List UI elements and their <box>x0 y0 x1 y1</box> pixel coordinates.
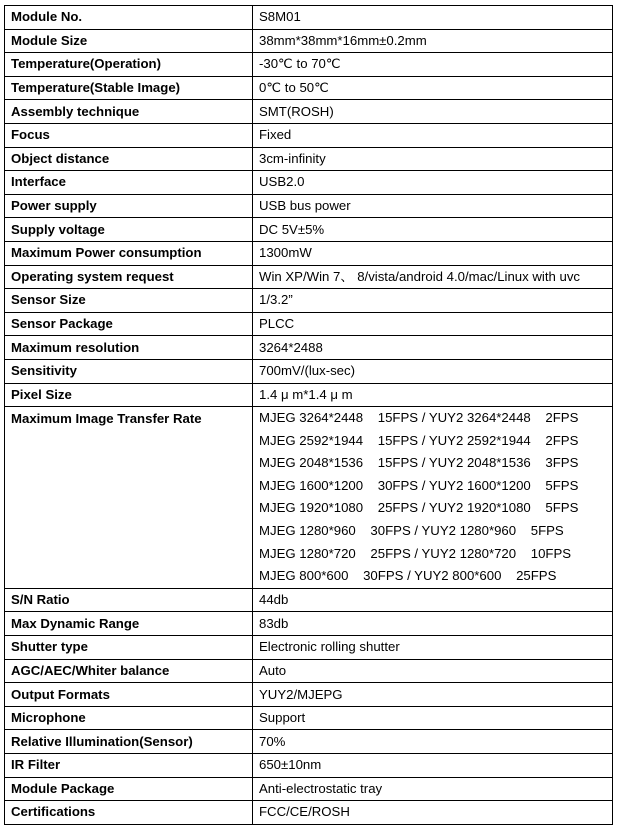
spec-row <box>5 612 613 636</box>
spec-row <box>5 218 613 242</box>
spec-row <box>5 194 613 218</box>
spec-value: -30℃ to 70℃ <box>253 53 613 77</box>
spec-value: YUY2/MJEPG <box>253 683 613 707</box>
spec-value: Fixed <box>253 123 613 147</box>
spec-row <box>5 76 613 100</box>
spec-row <box>5 241 613 265</box>
spec-label: Power supply <box>5 194 253 218</box>
spec-label: Supply voltage <box>5 218 253 242</box>
spec-value: FCC/CE/ROSH <box>253 801 613 825</box>
transfer-rate-line: MJEG 3264*2448 15FPS / YUY2 3264*2448 2FPS <box>259 410 579 426</box>
transfer-rate-line: MJEG 1600*1200 30FPS / YUY2 1600*1200 5FPS <box>259 477 579 493</box>
spec-label: Maximum resolution <box>5 336 253 360</box>
spec-value: 1300mW <box>253 241 613 265</box>
spec-label: Sensor Package <box>5 312 253 336</box>
spec-value: SMT(ROSH) <box>253 100 613 124</box>
spec-label: Maximum Power consumption <box>5 241 253 265</box>
spec-label: Temperature(Stable Image) <box>5 76 253 100</box>
spec-value: 70% <box>253 730 613 754</box>
spec-value: Support <box>253 706 613 730</box>
spec-label: Object distance <box>5 147 253 171</box>
spec-value: 83db <box>253 612 613 636</box>
spec-row <box>5 636 613 660</box>
spec-label: Module No. <box>5 6 253 30</box>
spec-row <box>5 383 613 407</box>
spec-row <box>5 53 613 77</box>
spec-value: S8M01 <box>253 6 613 30</box>
spec-label: Assembly technique <box>5 100 253 124</box>
spec-label: Pixel Size <box>5 383 253 407</box>
spec-value: 650±10nm <box>253 754 613 778</box>
spec-label: Relative Illumination(Sensor) <box>5 730 253 754</box>
spec-row <box>5 777 613 801</box>
spec-label: Sensitivity <box>5 359 253 383</box>
spec-row <box>5 336 613 360</box>
spec-value: 38mm*38mm*16mm±0.2mm <box>253 29 613 53</box>
spec-label: AGC/AEC/Whiter balance <box>5 659 253 683</box>
spec-row <box>5 706 613 730</box>
spec-row <box>5 100 613 124</box>
spec-value: 3264*2488 <box>253 336 613 360</box>
spec-row <box>5 312 613 336</box>
spec-label: Temperature(Operation) <box>5 53 253 77</box>
spec-row <box>5 359 613 383</box>
spec-label: Sensor Size <box>5 289 253 313</box>
spec-row <box>5 123 613 147</box>
spec-value: 1.4 μ m*1.4 μ m <box>253 383 613 407</box>
spec-row <box>5 147 613 171</box>
spec-label: Max Dynamic Range <box>5 612 253 636</box>
spec-value: Electronic rolling shutter <box>253 636 613 660</box>
spec-value: 44db <box>253 588 613 612</box>
spec-value: 700mV/(lux-sec) <box>253 359 613 383</box>
spec-row-transfer-rate <box>5 407 613 589</box>
spec-label: Output Formats <box>5 683 253 707</box>
spec-row <box>5 754 613 778</box>
transfer-rate-line: MJEG 1280*720 25FPS / YUY2 1280*720 10FPS <box>259 545 572 561</box>
spec-label: S/N Ratio <box>5 588 253 612</box>
spec-row <box>5 289 613 313</box>
spec-value: PLCC <box>253 312 613 336</box>
spec-label: Interface <box>5 171 253 195</box>
spec-value: 3cm-infinity <box>253 147 613 171</box>
spec-label: Certifications <box>5 801 253 825</box>
spec-table <box>4 5 613 825</box>
transfer-rate-line: MJEG 1920*1080 25FPS / YUY2 1920*1080 5FPS <box>259 500 579 516</box>
spec-label: Focus <box>5 123 253 147</box>
spec-label: Maximum Image Transfer Rate <box>5 407 253 589</box>
spec-value: USB2.0 <box>253 171 613 195</box>
spec-value: 0℃ to 50℃ <box>253 76 613 100</box>
spec-row <box>5 29 613 53</box>
spec-row <box>5 659 613 683</box>
spec-row <box>5 6 613 30</box>
spec-label: Microphone <box>5 706 253 730</box>
spec-label: Shutter type <box>5 636 253 660</box>
transfer-rate-line: MJEG 800*600 30FPS / YUY2 800*600 25FPS <box>259 568 557 584</box>
spec-value: DC 5V±5% <box>253 218 613 242</box>
spec-row <box>5 265 613 289</box>
spec-row <box>5 588 613 612</box>
spec-value: Win XP/Win 7、 8/vista/android 4.0/mac/Linux with uvc <box>253 265 613 289</box>
transfer-rate-line: MJEG 1280*960 30FPS / YUY2 1280*960 5FPS <box>259 523 564 539</box>
spec-value: Auto <box>253 659 613 683</box>
spec-label: Operating system request <box>5 265 253 289</box>
spec-label: IR Filter <box>5 754 253 778</box>
spec-label: Module Package <box>5 777 253 801</box>
spec-table-body <box>5 6 613 825</box>
spec-row <box>5 171 613 195</box>
spec-label: Module Size <box>5 29 253 53</box>
spec-row <box>5 801 613 825</box>
spec-row <box>5 730 613 754</box>
spec-value-transfer-rate <box>253 407 613 589</box>
transfer-rate-line: MJEG 2048*1536 15FPS / YUY2 2048*1536 3FPS <box>259 455 579 471</box>
transfer-rate-line: MJEG 2592*1944 15FPS / YUY2 2592*1944 2FPS <box>259 432 579 448</box>
spec-value: USB bus power <box>253 194 613 218</box>
spec-value: Anti-electrostatic tray <box>253 777 613 801</box>
spec-row <box>5 683 613 707</box>
spec-value: 1/3.2” <box>253 289 613 313</box>
